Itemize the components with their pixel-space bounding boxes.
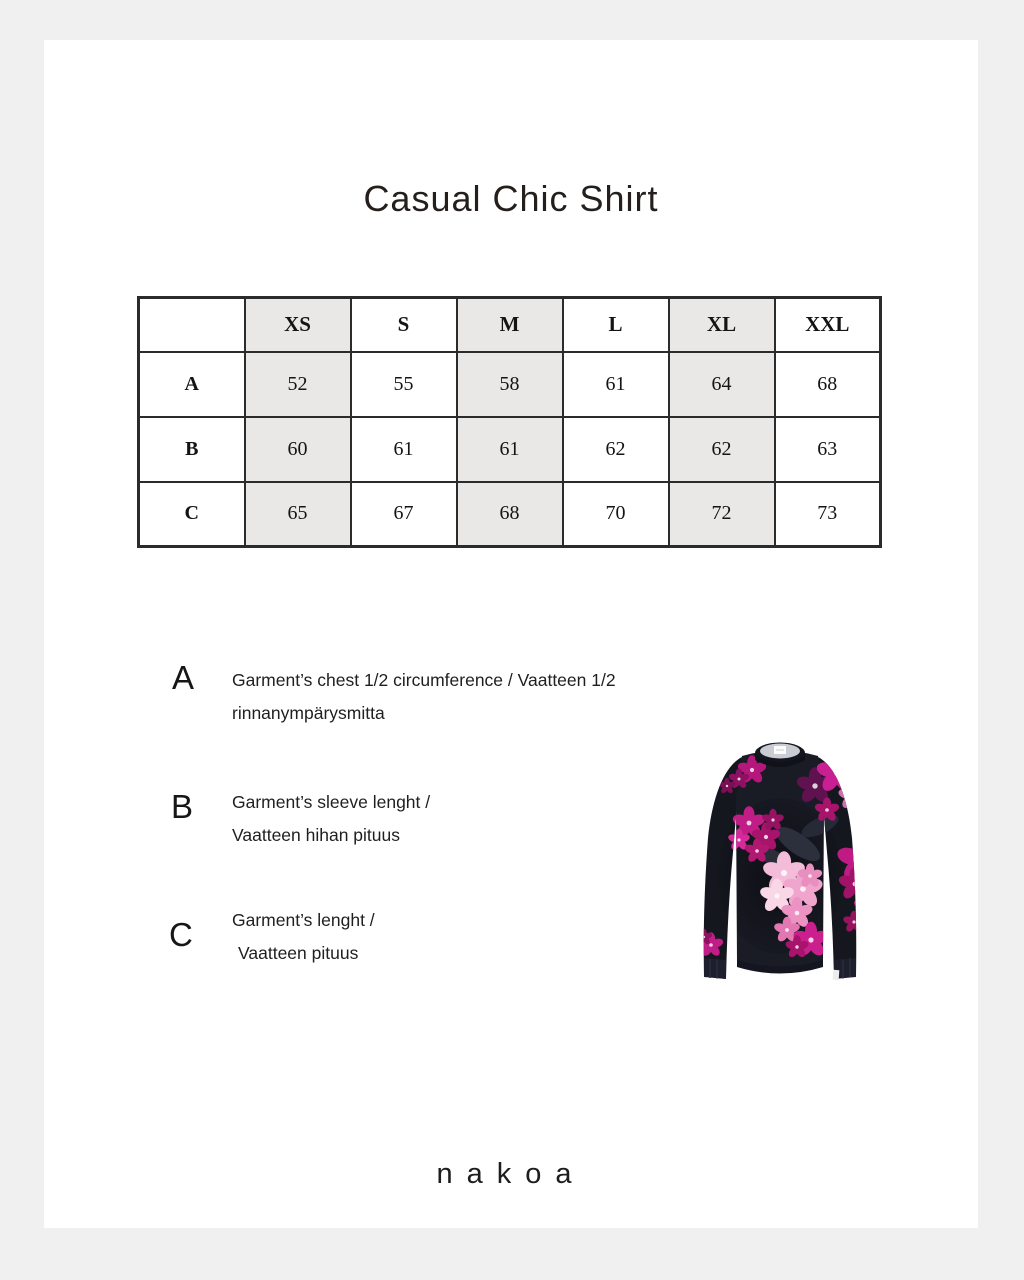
cell-a-xs: 52: [245, 352, 351, 417]
cell-c-s: 67: [351, 482, 457, 547]
size-chart-header: [139, 298, 881, 352]
cell-a-s: 55: [351, 352, 457, 417]
table-corner-cell: [139, 298, 245, 352]
legend-c-line2: Vaatteen pituus: [238, 943, 359, 963]
page-title: Casual Chic Shirt: [363, 178, 659, 219]
table-row: [139, 417, 881, 482]
column-header-xl: XL: [669, 298, 775, 352]
cell-b-xs: 60: [245, 417, 351, 482]
column-header-l: L: [563, 298, 669, 352]
legend-a-line2: rinnanympärysmitta: [232, 703, 385, 723]
legend-key-c: C: [169, 916, 193, 953]
legend-a-line1: Garment’s chest 1/2 circumference / Vaatteen 1/2: [232, 670, 616, 690]
cell-c-xxl: 73: [775, 482, 881, 547]
cell-c-xs: 65: [245, 482, 351, 547]
column-header-m: M: [457, 298, 563, 352]
legend-description-a: [232, 664, 702, 730]
size-chart-body: [139, 352, 881, 547]
cell-a-l: 61: [563, 352, 669, 417]
table-row: [139, 298, 881, 352]
legend-description-c: [232, 904, 702, 970]
cell-b-s: 61: [351, 417, 457, 482]
legend-key-b: B: [171, 788, 194, 825]
cell-c-l: 70: [563, 482, 669, 547]
brand-logo: nakoa: [436, 1158, 586, 1190]
column-header-xxl: XXL: [775, 298, 881, 352]
legend-b-line1: Garment’s sleeve lenght /: [232, 792, 431, 812]
cell-b-xl: 62: [669, 417, 775, 482]
row-label-c: C: [139, 482, 245, 547]
table-row: [139, 352, 881, 417]
cell-c-m: 68: [457, 482, 563, 547]
legend-description-b: [232, 786, 702, 852]
size-chart-table: [137, 296, 882, 548]
legend-b-line2: Vaatteen hihan pituus: [232, 825, 401, 845]
cell-b-m: 61: [457, 417, 563, 482]
cell-c-xl: 72: [669, 482, 775, 547]
legend-c-line1: Garment’s lenght /: [232, 910, 375, 930]
row-label-a: A: [139, 352, 245, 417]
column-header-xs: XS: [245, 298, 351, 352]
column-header-s: S: [351, 298, 457, 352]
cell-b-l: 62: [563, 417, 669, 482]
cell-a-xl: 64: [669, 352, 775, 417]
cell-a-xxl: 68: [775, 352, 881, 417]
document-sheet: [44, 40, 978, 1228]
floral-sweatshirt-image: [680, 726, 880, 996]
table-row: [139, 482, 881, 547]
legend-key-a: A: [172, 659, 195, 696]
cell-b-xxl: 63: [775, 417, 881, 482]
row-label-b: B: [139, 417, 245, 482]
cell-a-m: 58: [457, 352, 563, 417]
